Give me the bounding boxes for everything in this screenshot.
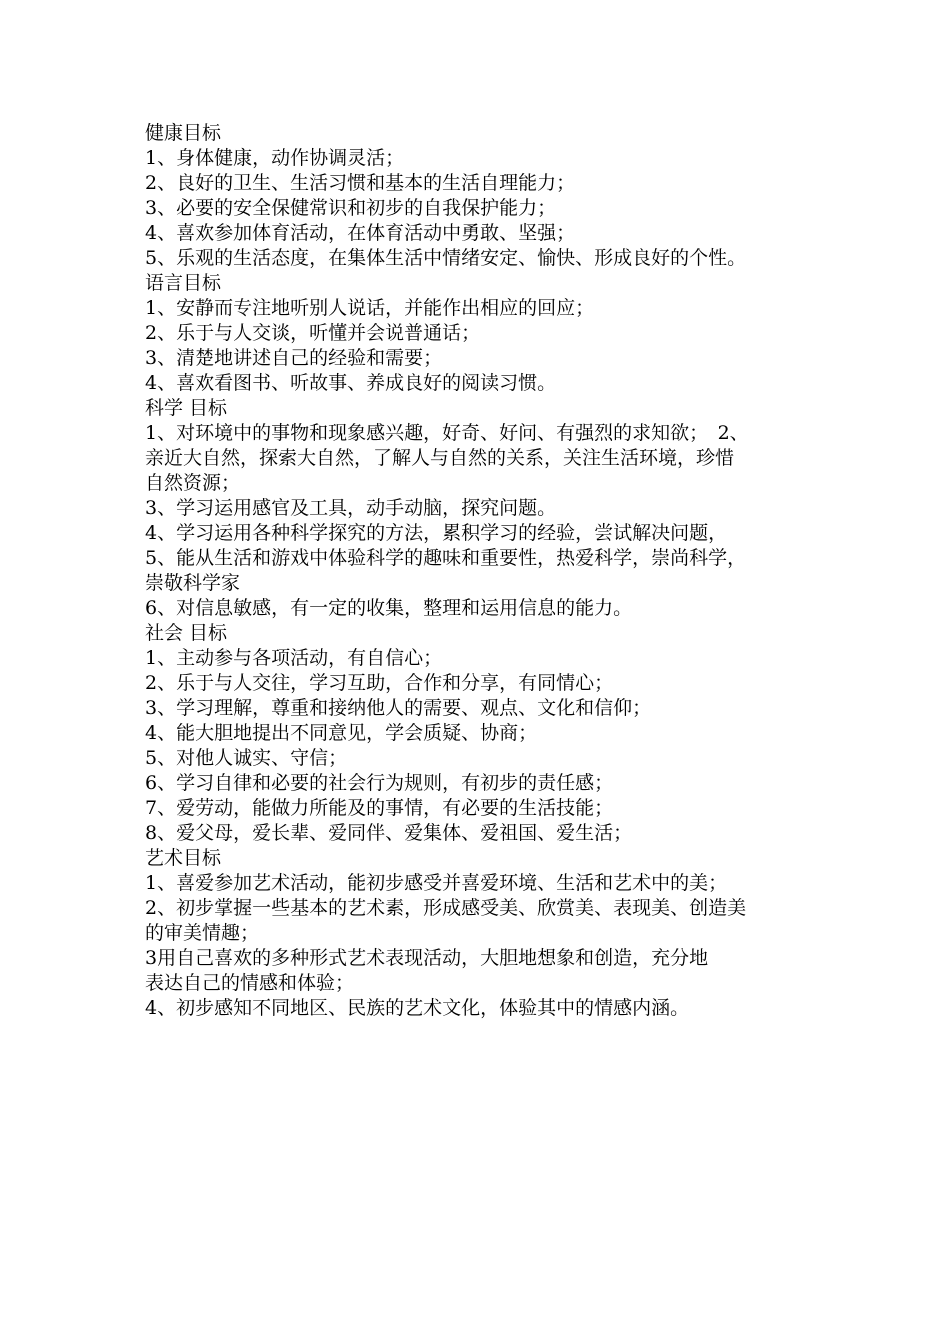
health-item-4: 4、喜欢参加体育活动，在体育活动中勇敢、坚强； <box>145 222 576 244</box>
section-heading-science: 科学 目标 <box>145 397 228 419</box>
section-heading-society: 社会 目标 <box>145 622 228 644</box>
health-item-3: 3、必要的安全保健常识和初步的自我保护能力； <box>145 197 557 219</box>
art-text-line: 4、初步感知不同地区、民族的艺术文化，体验其中的情感内涵。 <box>145 997 690 1019</box>
health-item-2: 2、良好的卫生、生活习惯和基本的生活自理能力； <box>145 172 576 194</box>
section-heading-health: 健康目标 <box>145 122 222 144</box>
society-item-3: 3、学习理解，尊重和接纳他人的需要、观点、文化和信仰； <box>145 697 652 719</box>
art-text-line: 2、初步掌握一些基本的艺术素，形成感受美、欣赏美、表现美、创造美 <box>145 897 747 919</box>
science-text-line: 亲近大自然，探索大自然，了解人与自然的关系，关注生活环境，珍惜 <box>145 447 735 469</box>
science-text-line: 1、对环境中的事物和现象感兴趣，好奇、好问、有强烈的求知欲； 2、 <box>145 422 749 444</box>
society-item-1: 1、主动参与各项活动，有自信心； <box>145 647 443 669</box>
language-item-3: 3、清楚地讲述自己的经验和需要； <box>145 347 443 369</box>
art-text-line: 的审美情趣； <box>145 922 260 944</box>
society-item-4: 4、能大胆地提出不同意见，学会质疑、协商； <box>145 722 538 744</box>
language-item-2: 2、乐于与人交谈，听懂并会说普通话； <box>145 322 481 344</box>
science-text-line: 6、对信息敏感，有一定的收集，整理和运用信息的能力。 <box>145 597 633 619</box>
society-item-2: 2、乐于与人交往，学习互助，合作和分享，有同情心； <box>145 672 614 694</box>
language-item-4: 4、喜欢看图书、听故事、养成良好的阅读习惯。 <box>145 372 557 394</box>
art-text-line: 3用自己喜欢的多种形式艺术表现活动，大胆地想象和创造，充分地 <box>145 947 709 969</box>
science-text-line: 崇敬科学家 <box>145 572 241 594</box>
society-item-6: 6、学习自律和必要的社会行为规则，有初步的责任感； <box>145 772 614 794</box>
science-text-line: 自然资源； <box>145 472 241 494</box>
health-item-5: 5、乐观的生活态度，在集体生活中情绪安定、愉快、形成良好的个性。 <box>145 247 747 269</box>
science-text-line: 4、学习运用各种科学探究的方法，累积学习的经验，尝试解决问题， <box>145 522 728 544</box>
society-item-7: 7、爱劳动，能做力所能及的事情，有必要的生活技能； <box>145 797 614 819</box>
science-text-line: 5、能从生活和游戏中体验科学的趣味和重要性，热爱科学，崇尚科学， <box>145 547 747 569</box>
health-item-1: 1、身体健康，动作协调灵活； <box>145 147 405 169</box>
art-text-line: 1、喜爱参加艺术活动，能初步感受并喜爱环境、生活和艺术中的美； <box>145 872 728 894</box>
section-heading-art: 艺术目标 <box>145 847 222 869</box>
document-body <box>145 121 825 1021</box>
society-item-8: 8、爱父母，爱长辈、爱同伴、爱集体、爱祖国、爱生活； <box>145 822 633 844</box>
section-heading-language: 语言目标 <box>145 272 222 294</box>
art-text-line: 表达自己的情感和体验； <box>145 972 355 994</box>
society-item-5: 5、对他人诚实、守信； <box>145 747 348 769</box>
science-text-line: 3、学习运用感官及工具，动手动脑，探究问题。 <box>145 497 557 519</box>
language-item-1: 1、安静而专注地听别人说话，并能作出相应的回应； <box>145 297 595 319</box>
